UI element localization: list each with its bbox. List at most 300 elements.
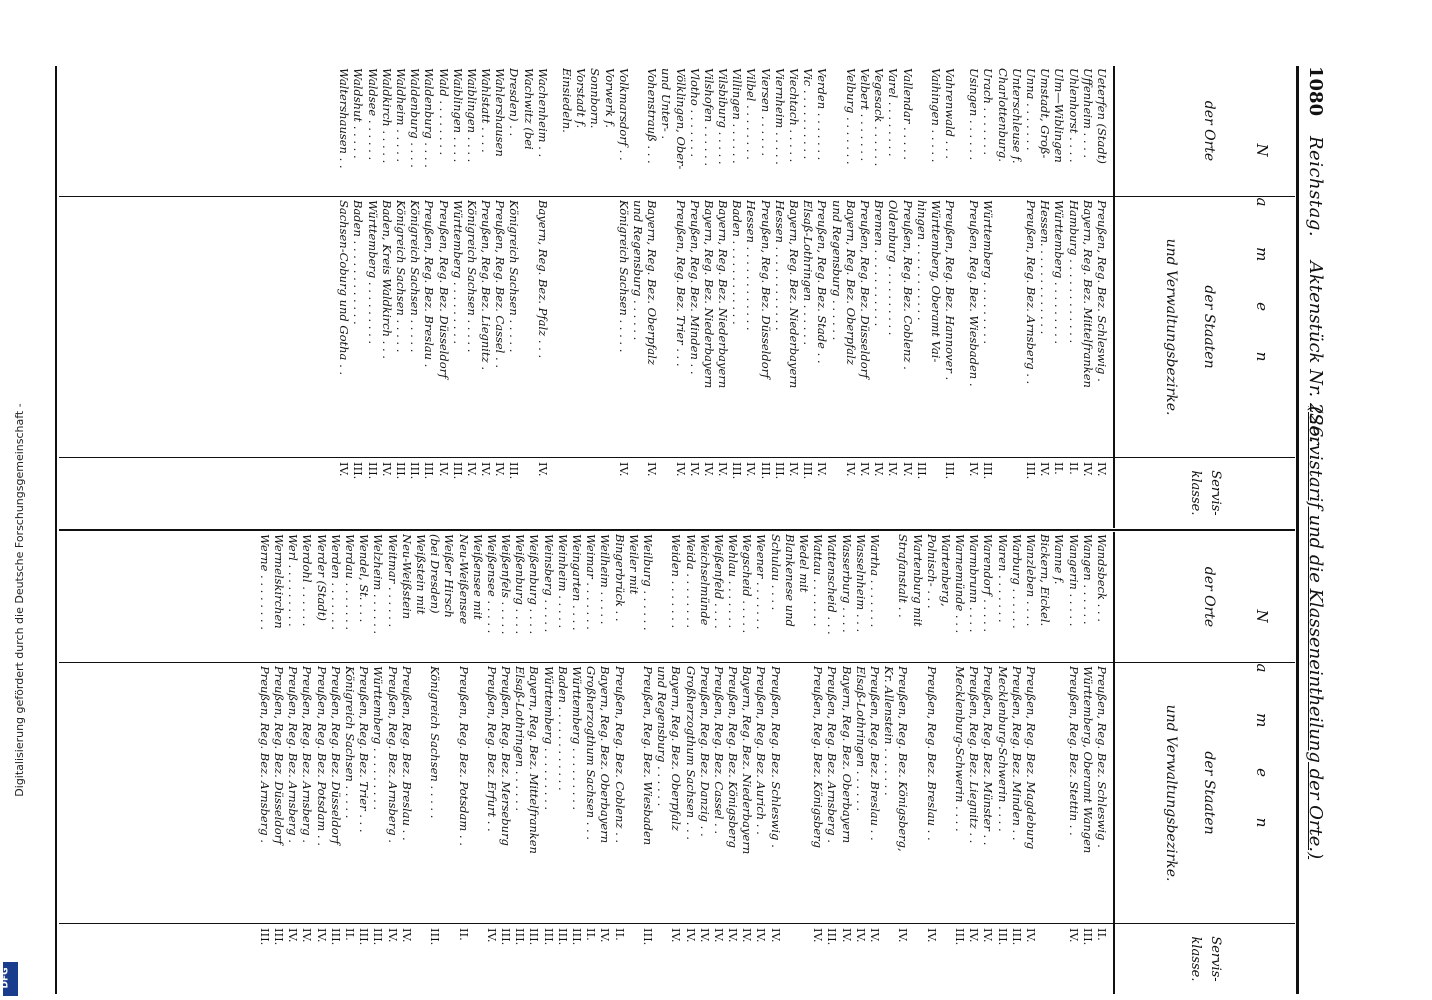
staat-bezirk-cell: Preußen, Reg. Bez. Königsberg: [811, 666, 826, 848]
table-row: [1024, 532, 1038, 994]
servisklasse-cell: IV.: [967, 462, 982, 477]
ort-name-cell: Unna . . . . . . .: [1024, 68, 1039, 151]
ort-name-cell: Wegscheid . . . . .: [740, 534, 755, 634]
staat-bezirk-cell: Preußen, Reg. Bez. Schleswig .: [768, 666, 783, 848]
table-row: [645, 66, 659, 528]
ort-name-cell: Warnemünde . . .: [953, 534, 968, 634]
table-row: [258, 532, 272, 994]
table-row: [479, 66, 493, 528]
servisklasse-cell: IV.: [853, 928, 868, 943]
staat-bezirk-cell: Preußen, Reg. Bez. Cassel . .: [493, 200, 508, 368]
ort-name-cell: Wangen . . . . . .: [1080, 534, 1095, 625]
ort-name-cell: Weingarten . . . .: [570, 534, 585, 631]
table-row: [996, 532, 1010, 994]
staat-bezirk-cell: Mecklenburg-Schwerin . . . .: [953, 666, 968, 832]
staat-bezirk-cell: Bayern, Reg. Bez. Pfalz . . .: [535, 200, 550, 359]
header-staaten-label: der Staaten: [1201, 751, 1217, 835]
ort-name-cell: Ueterfen (Stadt): [1095, 68, 1109, 164]
servisklasse-cell: IV.: [683, 928, 698, 943]
table-row: [507, 66, 521, 528]
staat-bezirk-cell: hingen . . . . . . . . . . .: [914, 200, 929, 321]
ort-name-cell: und Unter- .: [659, 68, 674, 140]
rotated-page-content: [55, 66, 1335, 994]
servisklasse-cell: IV.: [379, 462, 394, 477]
table-row: [627, 532, 641, 994]
table-row: [967, 532, 981, 994]
table-row: [337, 66, 351, 528]
staat-bezirk-cell: Preußen, Reg. Bez. Schleswig .: [1095, 200, 1109, 382]
ort-name-cell: Schulau . . . .: [768, 534, 783, 611]
staat-bezirk-cell: Baden . . . . . . . . . . . .: [555, 666, 570, 791]
ort-name-cell: Varel . . . . . . . .: [886, 68, 901, 157]
table-row: [1081, 66, 1095, 528]
staat-bezirk-cell: Württemberg . . . . . . . . .: [1052, 200, 1067, 345]
servisklasse-cell: III.: [365, 462, 380, 480]
table-row: [783, 532, 797, 994]
ort-name-cell: Wald . . . . . . . .: [436, 68, 451, 156]
servisklasse-cell: III.: [772, 462, 787, 480]
staat-bezirk-cell: Preußen, Reg. Bez. Coblenz . .: [612, 666, 627, 844]
table-row: [829, 66, 843, 528]
table-row: [655, 532, 669, 994]
servisklasse-cell: IV.: [787, 462, 802, 477]
ort-name-cell: Wehlau . . . . . . .: [726, 534, 741, 629]
ort-name-cell: Velburg . . . . . . .: [843, 68, 858, 165]
staat-bezirk-cell: Bayern, Reg. Bez. Oberbayern: [598, 666, 613, 844]
staat-bezirk-cell: Hessen. . . . . . . . . . . . .: [1038, 200, 1053, 335]
servisklasse-cell: IV.: [754, 928, 769, 943]
staat-bezirk-cell: und Regensburg . . . . . .: [655, 666, 670, 807]
servisklasse-cell: IV.: [314, 928, 329, 943]
staat-bezirk-cell: Preußen, Reg. Bez. Liegnitz .: [479, 200, 494, 370]
table-row: [414, 532, 428, 994]
bottom-rule: [55, 66, 57, 994]
staat-bezirk-cell: Königreich Sachsen . . . . .: [394, 200, 408, 353]
servisklasse-cell: III.: [758, 462, 773, 480]
staat-bezirk-cell: Preußen, Reg. Bez. Arnsberg .: [300, 666, 315, 843]
ort-name-cell: Werdohl . . . . . .: [300, 534, 315, 627]
staat-bezirk-cell: Preußen, Reg. Bez. Düsseldorf: [858, 200, 872, 379]
table-row: [436, 66, 450, 528]
ort-name-cell: Weilheim . . . . .: [598, 534, 613, 625]
servisklasse-cell: IV.: [981, 928, 996, 943]
servisklasse-cell: III.: [272, 928, 287, 946]
ort-name-cell: Weitmar . . . . . .: [385, 534, 400, 628]
servisklasse-cell: IV.: [616, 462, 631, 477]
table-row: [868, 532, 882, 994]
table-row: [688, 66, 702, 528]
ort-name-cell: Werdau . . . . . . .: [343, 534, 358, 630]
servisklasse-cell: II.: [1052, 462, 1067, 475]
servisklasse-cell: III.: [943, 462, 958, 480]
servisklasse-cell: IV.: [868, 928, 882, 943]
staat-bezirk-cell: Bayern, Reg. Bez. Niederbayern: [787, 200, 802, 389]
servisklasse-cell: III.: [513, 928, 528, 946]
servisklasse-cell: IV.: [1066, 928, 1081, 943]
servisklasse-cell: IV.: [872, 462, 887, 477]
servisklasse-cell: III.: [995, 928, 1010, 946]
staat-bezirk-cell: Preußen, Reg. Bez. Arnsberg . .: [1024, 200, 1039, 385]
table-row: [712, 532, 726, 994]
ort-name-cell: Vilshofen . . . . . .: [701, 68, 716, 167]
table-row: [1052, 66, 1066, 528]
table-row: [882, 532, 896, 994]
ort-name-cell: Vaihingen . . . . .: [928, 68, 943, 163]
table-row: [1024, 66, 1038, 528]
ort-name-cell: Usingen . . . . . .: [967, 68, 982, 161]
top-rule: [1296, 66, 1299, 994]
staat-bezirk-cell: Preußen, Reg. Bez. Breslau . .: [399, 666, 414, 841]
table-row: [943, 66, 957, 528]
servisklasse-cell: IV.: [701, 462, 716, 477]
ort-name-cell: Warburg . . . . . .: [1009, 534, 1024, 629]
staat-bezirk-cell: Bayern, Reg. Bez. Mittelfranken: [1080, 200, 1095, 388]
digitization-note-text: Digitalisierung gefördert durch die Deutsche Forschungsgemeinschaft -: [13, 403, 26, 797]
table-body: [258, 532, 1109, 994]
ort-name-cell: Vegesack . . . . . .: [872, 68, 887, 167]
table-row: [858, 66, 872, 528]
ort-name-cell: Wendel, St. . . .: [357, 534, 372, 623]
ort-name-cell: Wartenberg,: [938, 534, 953, 607]
ort-name-cell: Warendorf . . . . .: [981, 534, 996, 632]
dfg-logo-text: DFG: [0, 967, 11, 989]
servisklasse-cell: III.: [527, 928, 542, 946]
staat-bezirk-cell: Württemberg . . . . . . . . .: [981, 200, 996, 345]
header-verwaltung-label: und Verwaltungsbezirke.: [1163, 238, 1179, 416]
ort-name-cell: Werne . . . . . . . .: [257, 534, 272, 630]
servisklasse-cell: III.: [394, 462, 408, 480]
table-row: [797, 532, 811, 994]
staat-bezirk-cell: Preußen, Reg. Bez. Königsberg,: [896, 666, 911, 852]
servisklasse-cell: III.: [428, 928, 443, 946]
table-row: [602, 66, 616, 528]
table-row: [854, 532, 868, 994]
ort-name-cell: Wattau . . . . . . .: [811, 534, 826, 627]
table-row: [981, 532, 995, 994]
table-row: [716, 66, 730, 528]
table-row: [286, 532, 300, 994]
ort-name-cell: Wanne f.: [1052, 534, 1067, 585]
servisklasse-cell: II.: [456, 928, 471, 941]
header-orte-label: der Orte: [1201, 566, 1217, 628]
table-row: [631, 66, 645, 528]
table-row: [740, 532, 754, 994]
table-row: [394, 66, 408, 528]
staat-bezirk-cell: Preußen, Reg. Bez. Cassel . .: [711, 666, 726, 834]
servisklasse-cell: III.: [953, 928, 968, 946]
staat-bezirk-cell: Preußen, Reg. Bez. Merseburg: [499, 666, 514, 846]
staat-bezirk-cell: Baden . . . . . . . . . . . .: [351, 200, 366, 325]
table-row: [588, 66, 602, 528]
ort-name-cell: Weiler mit: [626, 534, 641, 595]
table-row: [385, 532, 399, 994]
ort-name-cell: Vohenstrauß . . .: [645, 68, 660, 164]
servisklasse-cell: III.: [1080, 928, 1095, 946]
table-row: [1052, 532, 1066, 994]
header-namen: N a m e n: [1253, 609, 1271, 846]
table-row: [329, 532, 343, 994]
table-row: [1010, 66, 1024, 528]
staat-bezirk-cell: Preußen, Reg. Bez. Wiesbaden .: [967, 200, 982, 387]
servisklasse-cell: III.: [499, 928, 514, 946]
servisklasse-cell: III.: [257, 928, 272, 946]
dfg-logo: [0, 962, 18, 996]
table-row: [730, 66, 744, 528]
servisklasse-cell: III.: [825, 928, 840, 946]
ort-name-cell: Volkmarsdorf . .: [616, 68, 631, 161]
ort-name-cell: Weener . . . . . . .: [754, 534, 769, 630]
table-row: [400, 532, 414, 994]
staat-bezirk-cell: Preußen, Reg. Bez. Coblenz .: [900, 200, 915, 370]
servisklasse-cell: III.: [328, 928, 343, 946]
ort-name-cell: Villingen . . . . . .: [730, 68, 745, 164]
staat-bezirk-cell: Baden . . . . . . . . . . . .: [730, 200, 745, 325]
table-row: [584, 532, 598, 994]
servisklasse-cell: IV.: [768, 928, 783, 943]
servisklasse-cell: III.: [730, 462, 745, 480]
servisklasse-cell: IV.: [479, 462, 494, 477]
staat-bezirk-cell: Königreich Sachsen . . . . .: [464, 200, 479, 353]
ort-name-cell: Uhlenhorst . . . .: [1066, 68, 1081, 163]
table-row: [598, 532, 612, 994]
ort-name-cell: Weißensee mit: [470, 534, 485, 620]
table-row: [957, 66, 967, 528]
table-row: [485, 532, 499, 994]
center-divider: [59, 529, 1295, 531]
staat-bezirk-cell: Bayern, Reg. Bez. Niederbayern: [716, 200, 731, 389]
servisklasse-cell: IV.: [1080, 462, 1095, 477]
ort-name-cell: Vahrenwald . . .: [943, 68, 958, 159]
servisklasse-cell: III.: [450, 462, 465, 480]
staat-bezirk-cell: Hamburg . . . . . . . . . . . .: [1066, 200, 1081, 344]
table-row: [910, 532, 924, 994]
ort-name-cell: Weinsberg . . . . .: [541, 534, 556, 633]
staat-bezirk-cell: Preußen, Reg. Bez. Potsdam . .: [456, 666, 471, 846]
header-staaten-label: der Staaten: [1201, 285, 1217, 369]
staat-bezirk-cell: Mecklenburg-Schwerin . . . .: [995, 666, 1010, 832]
staat-bezirk-cell: Preußen, Reg. Bez. Minden . .: [1009, 666, 1024, 841]
table-row: [570, 532, 584, 994]
ort-name-cell: Umstadt, Groß-: [1038, 68, 1053, 159]
ort-name-cell: Waldenburg . . . .: [422, 68, 437, 168]
staat-bezirk-cell: Preußen, Reg. Bez. Hannover .: [943, 200, 958, 381]
servisklasse-cell: IV.: [886, 462, 901, 477]
ort-name-cell: Weißensee . . . . .: [484, 534, 499, 634]
staat-bezirk-cell: Königreich Sachsen . . . . .: [507, 200, 522, 353]
servisklasse-cell: IV.: [967, 928, 982, 943]
table-row: [428, 532, 442, 994]
servisklasse-cell: IV.: [697, 928, 712, 943]
table-row: [550, 66, 560, 528]
staat-bezirk-cell: Hessen . . . . . . . . . . . .: [744, 200, 759, 331]
servisklasse-cell: III.: [507, 462, 522, 480]
table-row: [844, 66, 858, 528]
header-klasse-label-2: klasse.: [1188, 936, 1203, 982]
servisklasse-cell: IV.: [726, 928, 741, 943]
staat-bezirk-cell: Königreich Sachsen . . . . .: [428, 666, 443, 819]
servisklasse-cell: IV.: [399, 928, 414, 943]
ort-name-cell: Viechtach . . . . .: [787, 68, 802, 163]
servisklasse-cell: IV.: [385, 928, 400, 943]
ort-name-cell: Wanzleben . . . .: [1024, 534, 1039, 627]
table-row: [787, 66, 801, 528]
header-verwaltung-label: und Verwaltungsbezirke.: [1163, 704, 1179, 882]
servisklasse-cell: IV.: [815, 462, 830, 477]
table-row: [669, 532, 683, 994]
staat-bezirk-cell: Baden, Kreis Waldkirch . . .: [379, 200, 394, 359]
ort-name-cell: Wahlershausen: [493, 68, 508, 157]
table-row: [371, 532, 385, 994]
staat-bezirk-cell: Preußen, Reg. Bez. Münster . .: [981, 666, 996, 846]
table-row: [929, 66, 943, 528]
staat-bezirk-cell: Württemberg, Oberamt Vai-: [928, 200, 943, 363]
ort-name-cell: Blankenese und: [782, 534, 797, 627]
staat-bezirk-cell: Preußen, Reg. Bez. Düsseldorf: [328, 666, 343, 845]
ort-name-cell: Weißenfels . . . . .: [499, 534, 514, 635]
servisklasse-cell: IV.: [493, 462, 508, 477]
staat-bezirk-cell: Elsaß-Lothringen . . . . . .: [513, 666, 528, 812]
ort-name-cell: Werl . . . . . . . . .: [286, 534, 301, 627]
table-row: [300, 532, 314, 994]
servisklasse-cell: IV.: [740, 928, 755, 943]
staat-bezirk-cell: Bayern, Reg. Bez. Mittelfranken: [527, 666, 542, 854]
document-number: Aktenstück Nr. 226.: [1305, 261, 1326, 444]
ort-name-cell: Weilburg . . . . . .: [641, 534, 655, 631]
ort-name-cell: Viernheim . . . . .: [772, 68, 787, 165]
staat-bezirk-cell: Württemberg . . . . . . . . .: [371, 666, 386, 811]
staat-bezirk-cell: Großherzogthum Sachsen . . .: [584, 666, 599, 840]
staat-bezirk-cell: Hessen . . . . . . . . . . . .: [772, 200, 787, 331]
servisklasse-cell: III.: [914, 462, 929, 480]
staat-bezirk-cell: Preußen, Reg. Bez. Düsseldorf: [436, 200, 451, 379]
staat-bezirk-cell: Preußen, Reg. Bez. Breslau . .: [868, 666, 882, 841]
staat-bezirk-cell: Preußen, Reg. Bez. Breslau .: [422, 200, 437, 368]
ort-name-cell: Einsiedeln.: [560, 68, 575, 133]
servisklasse-cell: III.: [981, 462, 996, 480]
servisklasse-cell: IV.: [716, 462, 731, 477]
servisklasse-cell: III.: [1009, 928, 1024, 946]
page-title: (Servistarif und die Klasseneintheilung der Orte.): [1305, 406, 1326, 860]
table-row: [365, 66, 379, 528]
table-row: [702, 66, 716, 528]
table-row: [754, 532, 768, 994]
table-row: [726, 532, 740, 994]
servisklasse-cell: III.: [1024, 462, 1039, 480]
page-header: [1301, 66, 1335, 994]
ort-name-cell: Waldenburg . . . .: [408, 68, 423, 168]
ort-name-cell: Viersen . . . . . .: [758, 68, 773, 157]
staat-bezirk-cell: Königreich Sachsen . . . . .: [408, 200, 423, 353]
table-row: [1095, 532, 1109, 994]
table-row: [1010, 532, 1024, 994]
ort-name-cell: Wachwitz (bei: [521, 68, 536, 150]
servisklasse-cell: IV.: [1038, 462, 1053, 477]
staat-bezirk-cell: Kr. Allenstein . . . . . . .: [882, 666, 897, 796]
servisklasse-cell: IV.: [839, 928, 854, 943]
page-number: 1080: [1305, 66, 1326, 117]
ort-name-cell: Waltershausen . .: [337, 68, 352, 169]
servisklasse-cell: IV.: [1095, 462, 1109, 477]
table-row: [343, 532, 357, 994]
ort-name-cell: Waldkirch . . . . .: [379, 68, 394, 164]
table-row: [357, 532, 371, 994]
servisklasse-cell: IV.: [843, 462, 858, 477]
servisklasse-cell: IV.: [687, 462, 702, 477]
table-row: [1066, 66, 1080, 528]
staat-bezirk-cell: Bayern, Reg. Bez. Oberpfalz: [669, 666, 684, 831]
staat-bezirk-cell: Elsaß-Lothringen . . . . . .: [801, 200, 816, 346]
ort-name-cell: Urach . . . . . . .: [981, 68, 996, 156]
servisklasse-cell: IV.: [744, 462, 759, 477]
staat-bezirk-cell: Bayern, Reg. Bez. Niederbayern: [740, 666, 755, 855]
servisklasse-cell: IV.: [669, 928, 684, 943]
ort-name-cell: Weinheim . . . . .: [555, 534, 570, 629]
staat-bezirk-cell: Sachsen-Coburg und Gotha . .: [337, 200, 352, 376]
ort-name-cell: Weiden . . . . . . .: [669, 534, 684, 629]
servisklasse-cell: III.: [641, 928, 655, 946]
table-row: [542, 532, 556, 994]
servisklasse-cell: IV.: [673, 462, 688, 477]
servisklasse-cell: IV.: [896, 928, 911, 943]
table-row: [769, 532, 783, 994]
servisklasse-cell: IV.: [464, 462, 479, 477]
table-row: [896, 532, 910, 994]
header-klasse: [1115, 458, 1295, 528]
servisklasse-cell: IV.: [337, 462, 352, 477]
servisklasse-cell: III.: [351, 462, 366, 480]
table-row: [617, 66, 631, 528]
staat-bezirk-cell: und Regensburg . . . . . .: [829, 200, 844, 341]
ort-name-cell: Bingerbrück . .: [612, 534, 627, 622]
table-row: [1066, 532, 1080, 994]
servisklasse-cell: IV.: [436, 462, 451, 477]
staat-bezirk-cell: und Regensburg . . . . . .: [631, 200, 645, 341]
staat-bezirk-cell: Preußen, Reg. Bez. Arnsberg .: [825, 666, 840, 843]
table-row: [499, 532, 513, 994]
servisklasse-cell: IV.: [711, 928, 726, 943]
ort-name-cell: Wartenburg mit: [910, 534, 925, 627]
ort-name-cell: Wasselnheim . . .: [853, 534, 868, 633]
servisklasse-cell: III.: [570, 928, 585, 946]
ort-name-cell: Waldsee . . . . . .: [365, 68, 380, 161]
table-row: [641, 532, 655, 994]
ort-name-cell: Wangerin . . . . .: [1066, 534, 1081, 627]
ort-name-cell: Warmbrunn . . . .: [967, 534, 982, 633]
table-row: [659, 66, 673, 528]
table-row: [967, 66, 981, 528]
table-row: [925, 532, 939, 994]
servisklasse-cell: II.: [343, 928, 358, 941]
staat-bezirk-cell: Preußen, Reg. Bez. Erfurt . .: [484, 666, 499, 832]
staat-bezirk-cell: Preußen, Reg. Bez. Stettin . .: [1066, 666, 1081, 836]
table-row: [759, 66, 773, 528]
header-klasse-label-1: Servis-: [1208, 470, 1223, 516]
servisklasse-cell: IV.: [484, 928, 499, 943]
header-orte-label: der Orte: [1201, 100, 1217, 162]
staat-bezirk-cell: Preußen, Reg. Bez. Aurich . .: [754, 666, 769, 835]
ort-name-cell: Vorwerk f.: [602, 68, 617, 128]
staat-bezirk-cell: Preußen, Reg. Bez. Schleswig .: [1095, 666, 1109, 848]
staat-bezirk-cell: Bayern, Reg. Bez. Oberpfalz: [645, 200, 660, 365]
table-row: [811, 532, 825, 994]
table-row: [886, 66, 900, 528]
header-staaten: [1115, 663, 1295, 924]
servisklasse-cell: III.: [371, 928, 386, 946]
table-row: [900, 66, 914, 528]
table-row: [574, 66, 588, 528]
staat-bezirk-cell: Preußen, Reg. Bez. Trier . . .: [357, 666, 372, 833]
table-row: [915, 66, 929, 528]
